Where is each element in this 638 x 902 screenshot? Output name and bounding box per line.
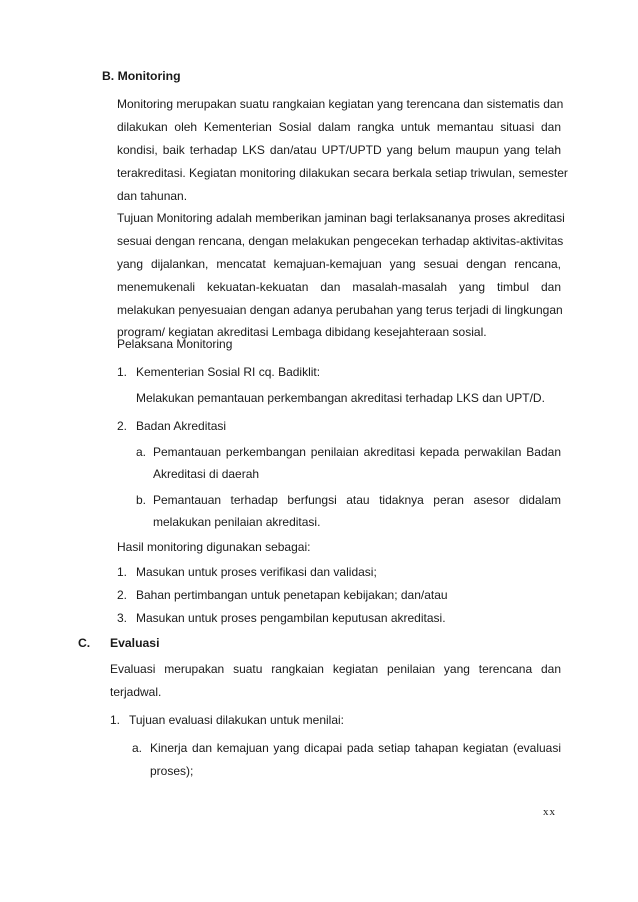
list-item: Bahan pertimbangan untuk penetapan kebijakan; dan/atau (136, 588, 448, 602)
paragraph-line: Akreditasi di daerah (153, 467, 260, 481)
sub-list-item (153, 444, 561, 488)
list-item: Masukan untuk proses pengambilan keputusan akreditasi. (136, 611, 446, 625)
list-number: 1. (117, 565, 128, 579)
section-b-heading: B. Monitoring (102, 69, 181, 83)
paragraph-line: Evaluasi merupakan suatu rangkaian kegiatan penilaian yang terencana dan (110, 662, 561, 676)
pelaksana-label: Pelaksana Monitoring (117, 337, 233, 351)
paragraph-line: terjadwal. (110, 684, 162, 699)
sub-list-letter: b. (136, 493, 147, 507)
page-number: xx (543, 806, 556, 818)
list-number: 3. (117, 611, 128, 625)
list-number: 2. (117, 419, 128, 433)
paragraph-line: Kinerja dan kemajuan yang dicapai pada setiap tahapan kegiatan (evaluasi (150, 741, 561, 755)
section-c-paragraph (110, 661, 561, 707)
section-c-letter: C. (78, 636, 91, 650)
paragraph-line: terakreditasi. Kegiatan monitoring dilakukan secara berkala setiap triwulan, semester (117, 165, 568, 180)
list-number: 2. (117, 588, 128, 602)
paragraph-line: dan tahunan. (117, 188, 188, 203)
paragraph-line: Pemantauan terhadap berfungsi atau tidaknya peran asesor didalam (153, 493, 561, 507)
paragraph-line: Pemantauan perkembangan penilaian akreditasi kepada perwakilan Badan (153, 445, 561, 459)
paragraph-line: Tujuan Monitoring adalah memberikan jaminan bagi terlaksananya proses akreditasi (117, 211, 565, 225)
paragraph-line: yang dijalankan, mencatat kemajuan-kemajuan yang sesuai dengan rencana, (117, 256, 561, 271)
list-item: Masukan untuk proses verifikasi dan validasi; (136, 565, 377, 579)
sub-list-letter: a. (136, 445, 147, 459)
list-item-title: Tujuan evaluasi dilakukan untuk menilai: (129, 713, 345, 727)
list-number: 1. (110, 713, 121, 727)
paragraph-line: program/ kegiatan akreditasi Lembaga dibidang kesejahteraan sosial. (117, 325, 487, 340)
list-item-title: Kementerian Sosial RI cq. Badiklit: (136, 365, 321, 379)
sub-list-item (153, 492, 561, 536)
sub-list-letter: a. (132, 741, 143, 755)
paragraph-line: menemukenali kekuatan-kekuatan dan masalah-masalah yang timbul dan (117, 279, 561, 294)
list-number: 1. (117, 365, 128, 379)
paragraph-line: melakukan penyesuaian dengan adanya perubahan yang terus terjadi di lingkungan (117, 302, 563, 317)
section-b-paragraph-2 (117, 210, 565, 347)
paragraph-line: sesuai dengan rencana, dengan melakukan pengecekan terhadap aktivitas-aktivitas (117, 233, 564, 248)
paragraph-line: Monitoring merupakan suatu rangkaian kegiatan yang terencana dan sistematis dan (117, 97, 564, 111)
section-b-paragraph-1 (117, 96, 568, 210)
section-c-heading: Evaluasi (110, 636, 160, 650)
paragraph-line: proses); (150, 763, 194, 778)
hasil-label: Hasil monitoring digunakan sebagai: (117, 540, 311, 554)
paragraph-line: dilakukan oleh Kementerian Sosial dalam rangka untuk memantau situasi dan (117, 119, 561, 134)
paragraph-line: kondisi, baik terhadap LKS dan/atau UPT/UPTD yang belum maupun yang telah (117, 142, 561, 157)
list-item-title: Badan Akreditasi (136, 419, 227, 433)
list-item-description: Melakukan pemantauan perkembangan akreditasi terhadap LKS dan UPT/D. (136, 391, 545, 405)
sub-list-item (150, 740, 561, 786)
paragraph-line: melakukan penilaian akreditasi. (153, 515, 321, 529)
